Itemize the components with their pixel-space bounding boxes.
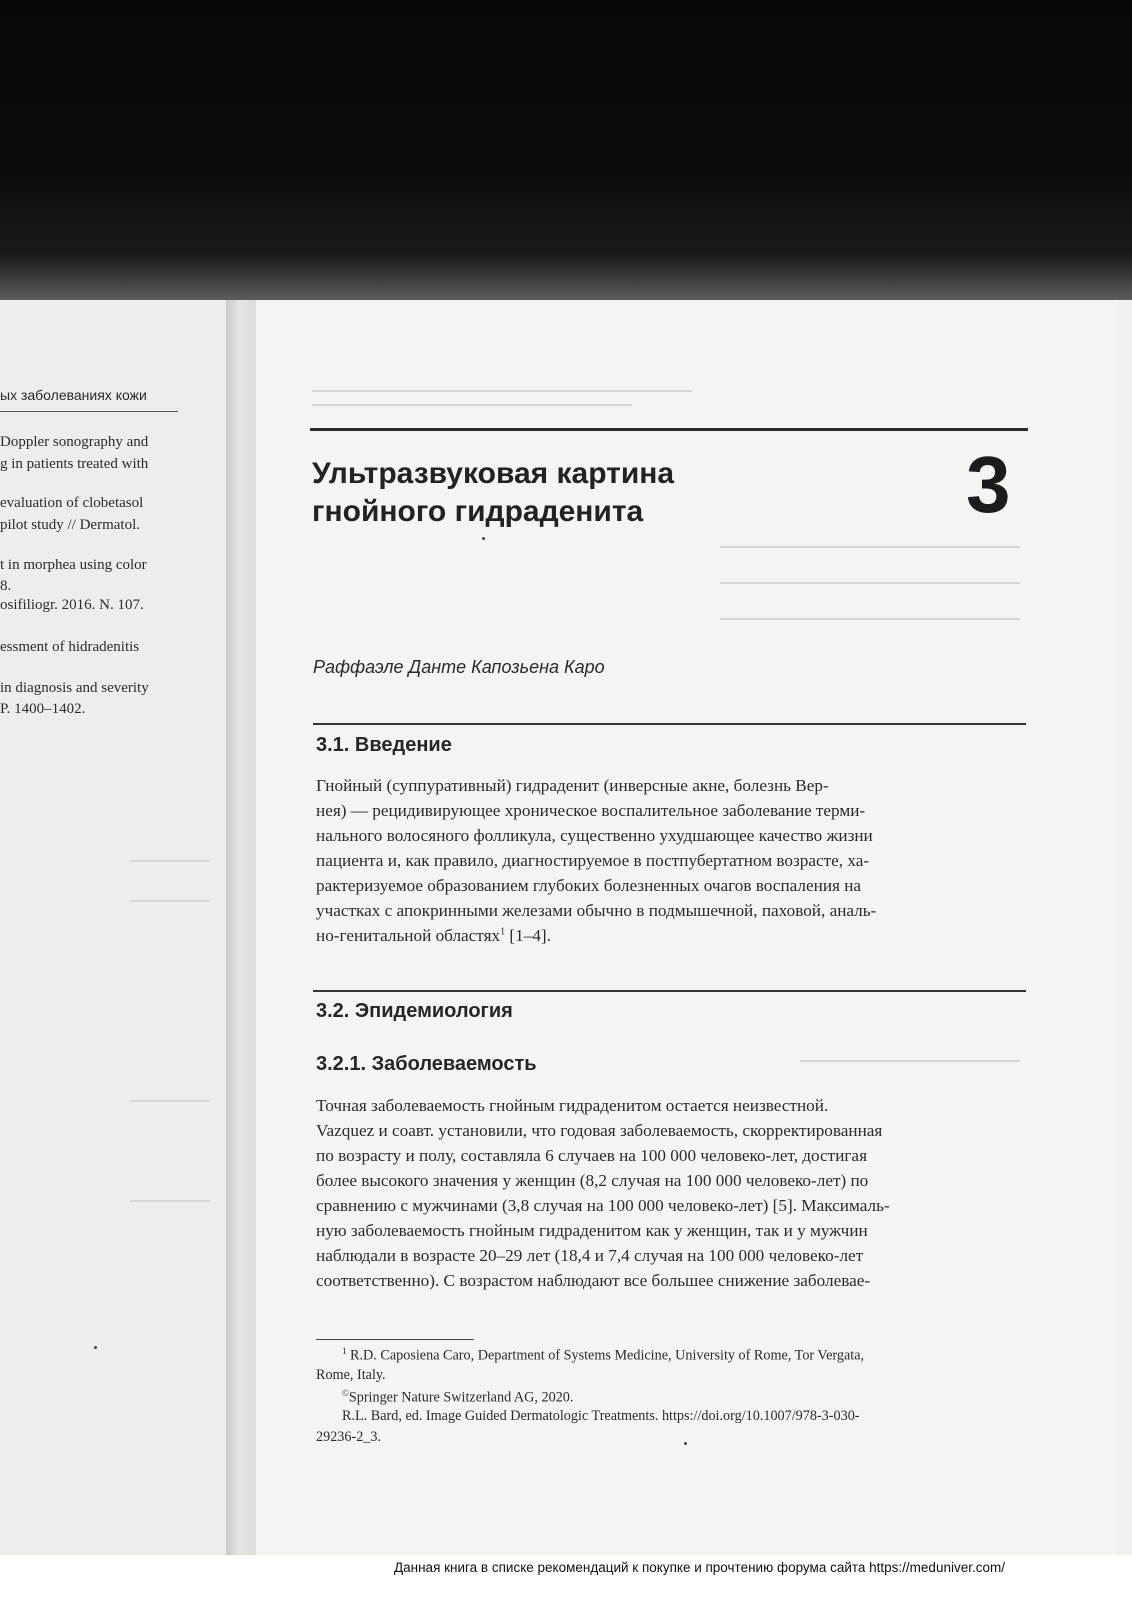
left-page-running-header: ых заболеваниях кожи	[0, 387, 147, 403]
left-page-header-rule	[0, 411, 178, 412]
chapter-title	[312, 455, 674, 531]
section-heading: 3.2. Эпидемиология	[316, 1000, 513, 1022]
show-through-trace	[312, 404, 632, 406]
paragraph-line: пациента и, как правило, диагностируемое в постпубертатном возрасте, ха-	[316, 851, 870, 870]
copyright-text: Springer Nature Switzerland AG, 2020.	[348, 1389, 574, 1406]
left-page-ref-line: osifiliogr. 2016. N. 107.	[0, 597, 144, 613]
left-page-ref-line: evaluation of clobetasol	[0, 495, 144, 511]
scan-speck	[684, 1442, 687, 1445]
left-page-ref-line: in diagnosis and severity	[0, 680, 149, 696]
section-heading: 3.1. Введение	[316, 734, 452, 756]
footnote-line: Rome, Italy.	[316, 1367, 386, 1383]
paragraph-line: сравнению с мужчинами (3,8 случая на 100 000 человеко-лет) [5]. Максималь-	[316, 1196, 890, 1215]
paragraph-line: Точная заболеваемость гнойным гидраденитом остается неизвестной.	[316, 1096, 829, 1115]
citation: [1–4].	[505, 926, 551, 945]
show-through-trace	[720, 618, 1020, 620]
section-rule	[313, 990, 1026, 992]
scan-speck	[94, 1346, 97, 1349]
show-through-trace	[800, 1060, 1020, 1062]
paragraph-line: наблюдали в возрасте 20–29 лет (18,4 и 7,4 случая на 100 000 человеко-лет	[316, 1246, 864, 1265]
show-through-trace	[720, 582, 1020, 584]
dark-scan-border	[0, 0, 1132, 300]
paragraph-line: рактеризуемое образованием глубоких болезненных очагов воспаления на	[316, 876, 862, 895]
section-rule	[313, 723, 1026, 725]
footnote-line	[342, 1346, 864, 1365]
left-page-ref-line: pilot study // Dermatol.	[0, 517, 140, 533]
left-page-ref-line: 8.	[0, 578, 12, 594]
copyright-line	[342, 1388, 573, 1407]
show-through-trace	[130, 1200, 210, 1202]
left-page-ref-line: essment of hidradenitis	[0, 639, 140, 655]
paragraph-text: но-генитальной областях	[316, 926, 501, 945]
left-page-ref-line: g in patients treated with	[0, 456, 149, 472]
chapter-title-line: Ультразвуковая картина	[312, 457, 675, 490]
footnote-ref: 1	[500, 926, 506, 938]
show-through-trace	[130, 900, 210, 902]
paragraph-line: соответственно). С возрастом наблюдают все большее снижение заболевае-	[316, 1271, 871, 1290]
footnote-mark: 1	[342, 1346, 347, 1356]
watermark-text: Данная книга в списке рекомендаций к покупке и прочтению форума сайта https://meduniver.com/	[394, 1560, 1005, 1575]
book-gutter	[226, 300, 256, 1560]
show-through-trace	[312, 390, 692, 392]
paragraph-line: участках с апокринными железами обычно в подмышечной, паховой, аналь-	[316, 901, 877, 920]
footnote-text: R.D. Caposiena Caro, Department of Systems Medicine, University of Rome, Tor Vergata,	[346, 1347, 865, 1364]
paragraph-line: ную заболеваемость гнойным гидраденитом как у женщин, так и у мужчин	[316, 1221, 868, 1240]
paragraph-line: по возрасту и полу, составляла 6 случаев на 100 000 человеко-лет, достигая	[316, 1146, 867, 1165]
paragraph-line: нального волосяного фолликула, существенно ухудшающее качество жизни	[316, 826, 873, 845]
paragraph-line: Гнойный (суппуративный) гидраденит (инверсные акне, болезнь Вер-	[316, 776, 829, 795]
copyright-mark: ©	[342, 1388, 349, 1398]
paragraph-line: Vazquez и соавт. установили, что годовая заболеваемость, скорректированная	[316, 1121, 883, 1140]
paragraph-line	[316, 926, 551, 946]
chapter-author: Раффаэле Данте Капозьена Каро	[313, 657, 605, 677]
footnote-rule	[316, 1339, 474, 1340]
chapter-top-rule	[310, 428, 1028, 431]
left-page-ref-line: P. 1400–1402.	[0, 701, 86, 717]
show-through-trace	[130, 860, 210, 862]
left-page-ref-line: t in morphea using color	[0, 557, 147, 573]
show-through-trace	[130, 1100, 210, 1102]
scan-speck	[482, 537, 485, 540]
subsection-heading: 3.2.1. Заболеваемость	[316, 1053, 537, 1075]
reference-line: 29236-2_3.	[316, 1429, 382, 1445]
chapter-number: 3	[966, 440, 1011, 529]
paragraph-line: нея) — рецидивирующее хроническое воспалительное заболевание терми-	[316, 801, 866, 820]
reference-line: R.L. Bard, ed. Image Guided Dermatologic Treatments. https://doi.org/10.1007/978-3-030-	[342, 1408, 860, 1424]
left-page-ref-line: Doppler sonography and	[0, 434, 149, 450]
chapter-title-line: гнойного гидраденита	[312, 495, 644, 528]
show-through-trace	[720, 546, 1020, 548]
paragraph-line: более высокого значения у женщин (8,2 случая на 100 000 человеко-лет) по	[316, 1171, 869, 1190]
